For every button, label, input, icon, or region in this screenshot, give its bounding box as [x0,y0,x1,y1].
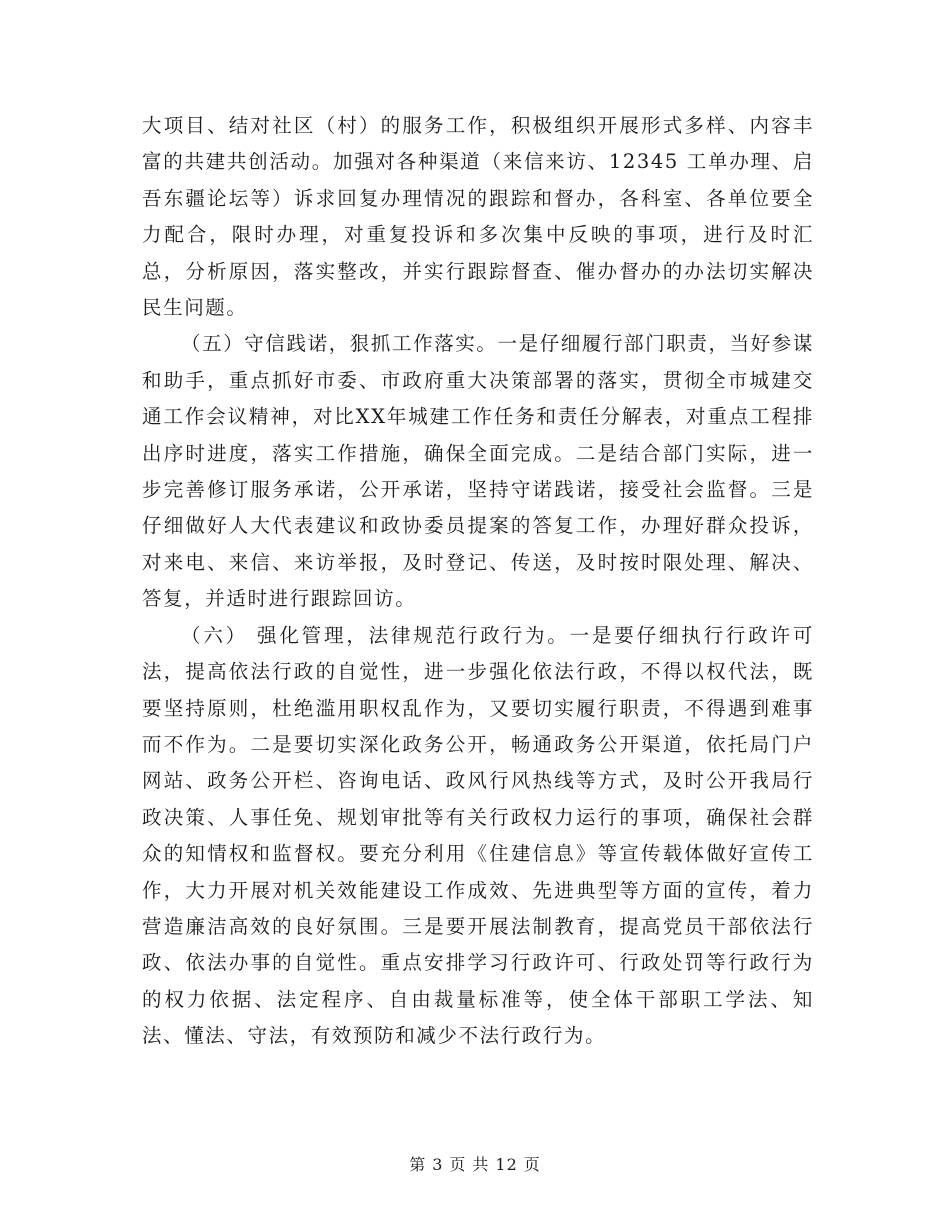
page-footer [0,1152,950,1175]
document-body [142,108,814,1055]
paragraph-continuation: 大项目、结对社区（村）的服务工作，积极组织开展形式多样、内容丰富的共建共创活动。加强对各种渠道（来信来访、12345 工单办理、启吾东疆论坛等）诉求回复办理情况的跟踪和督办，各科室、各单位要全力配合，限时办理，对重复投诉和多次集中反映的事项，进行及时汇总，分析原因，落实整改，并实行跟踪督查、催办督办的办法切实解决民生问题。 [142,114,814,320]
footer-prefix: 第 [409,1155,427,1174]
footer-total-pages: 12 [495,1155,518,1174]
footer-total-word: 共 [472,1155,490,1174]
footer-current-page: 3 [432,1155,444,1174]
footer-suffix: 页 [523,1155,541,1174]
paragraph-section-five: （五）守信践诺，狠抓工作落实。一是仔细履行部门职责，当好参谋和助手，重点抓好市委、市政府重大决策部署的落实，贯彻全市城建交通工作会议精神，对比XX年城建工作任务和责任分解表，对重点工程排出序时进度，落实工作措施，确保全面完成。二是结合部门实际，进一步完善修订服务承诺，公开承诺，坚持守诺践诺，接受社会监督。三是仔细做好人大代表建议和政协委员提案的答复工作，办理好群众投诉，对来电、来信、来访举报，及时登记、传送，及时按时限处理、解决、答复，并适时进行跟踪回访。 [142,332,815,611]
footer-page-word: 页 [449,1155,467,1174]
paragraph-section-six: （六） 强化管理，法律规范行政行为。一是要仔细执行行政许可法，提高依法行政的自觉性，进一步强化依法行政，不得以权代法，既要坚持原则，杜绝滥用职权乱作为，又要切实履行职责，不得遇到难事而不作为。二是要切实深化政务公开，畅通政务公开渠道，依托局门户网站、政务公开栏、咨询电话、政风行风热线等方式，及时公开我局行政决策、人事任免、规划审批等有关行政权力运行的事项，确保社会群众的知情权和监督权。要充分利用《住建信息》等宣传载体做好宣传工作，大力开展对机关效能建设工作成效、先进典型等方面的宣传，着力营造廉洁高效的良好氛围。三是要开展法制教育，提高党员干部依法行政、依法办事的自觉性。重点安排学习行政许可、行政处罚等行政行为的权力依据、法定程序、自由裁量标准等，使全体干部职工学法、知法、懂法、守法，有效预防和减少不法行政行为。 [142,623,814,1048]
